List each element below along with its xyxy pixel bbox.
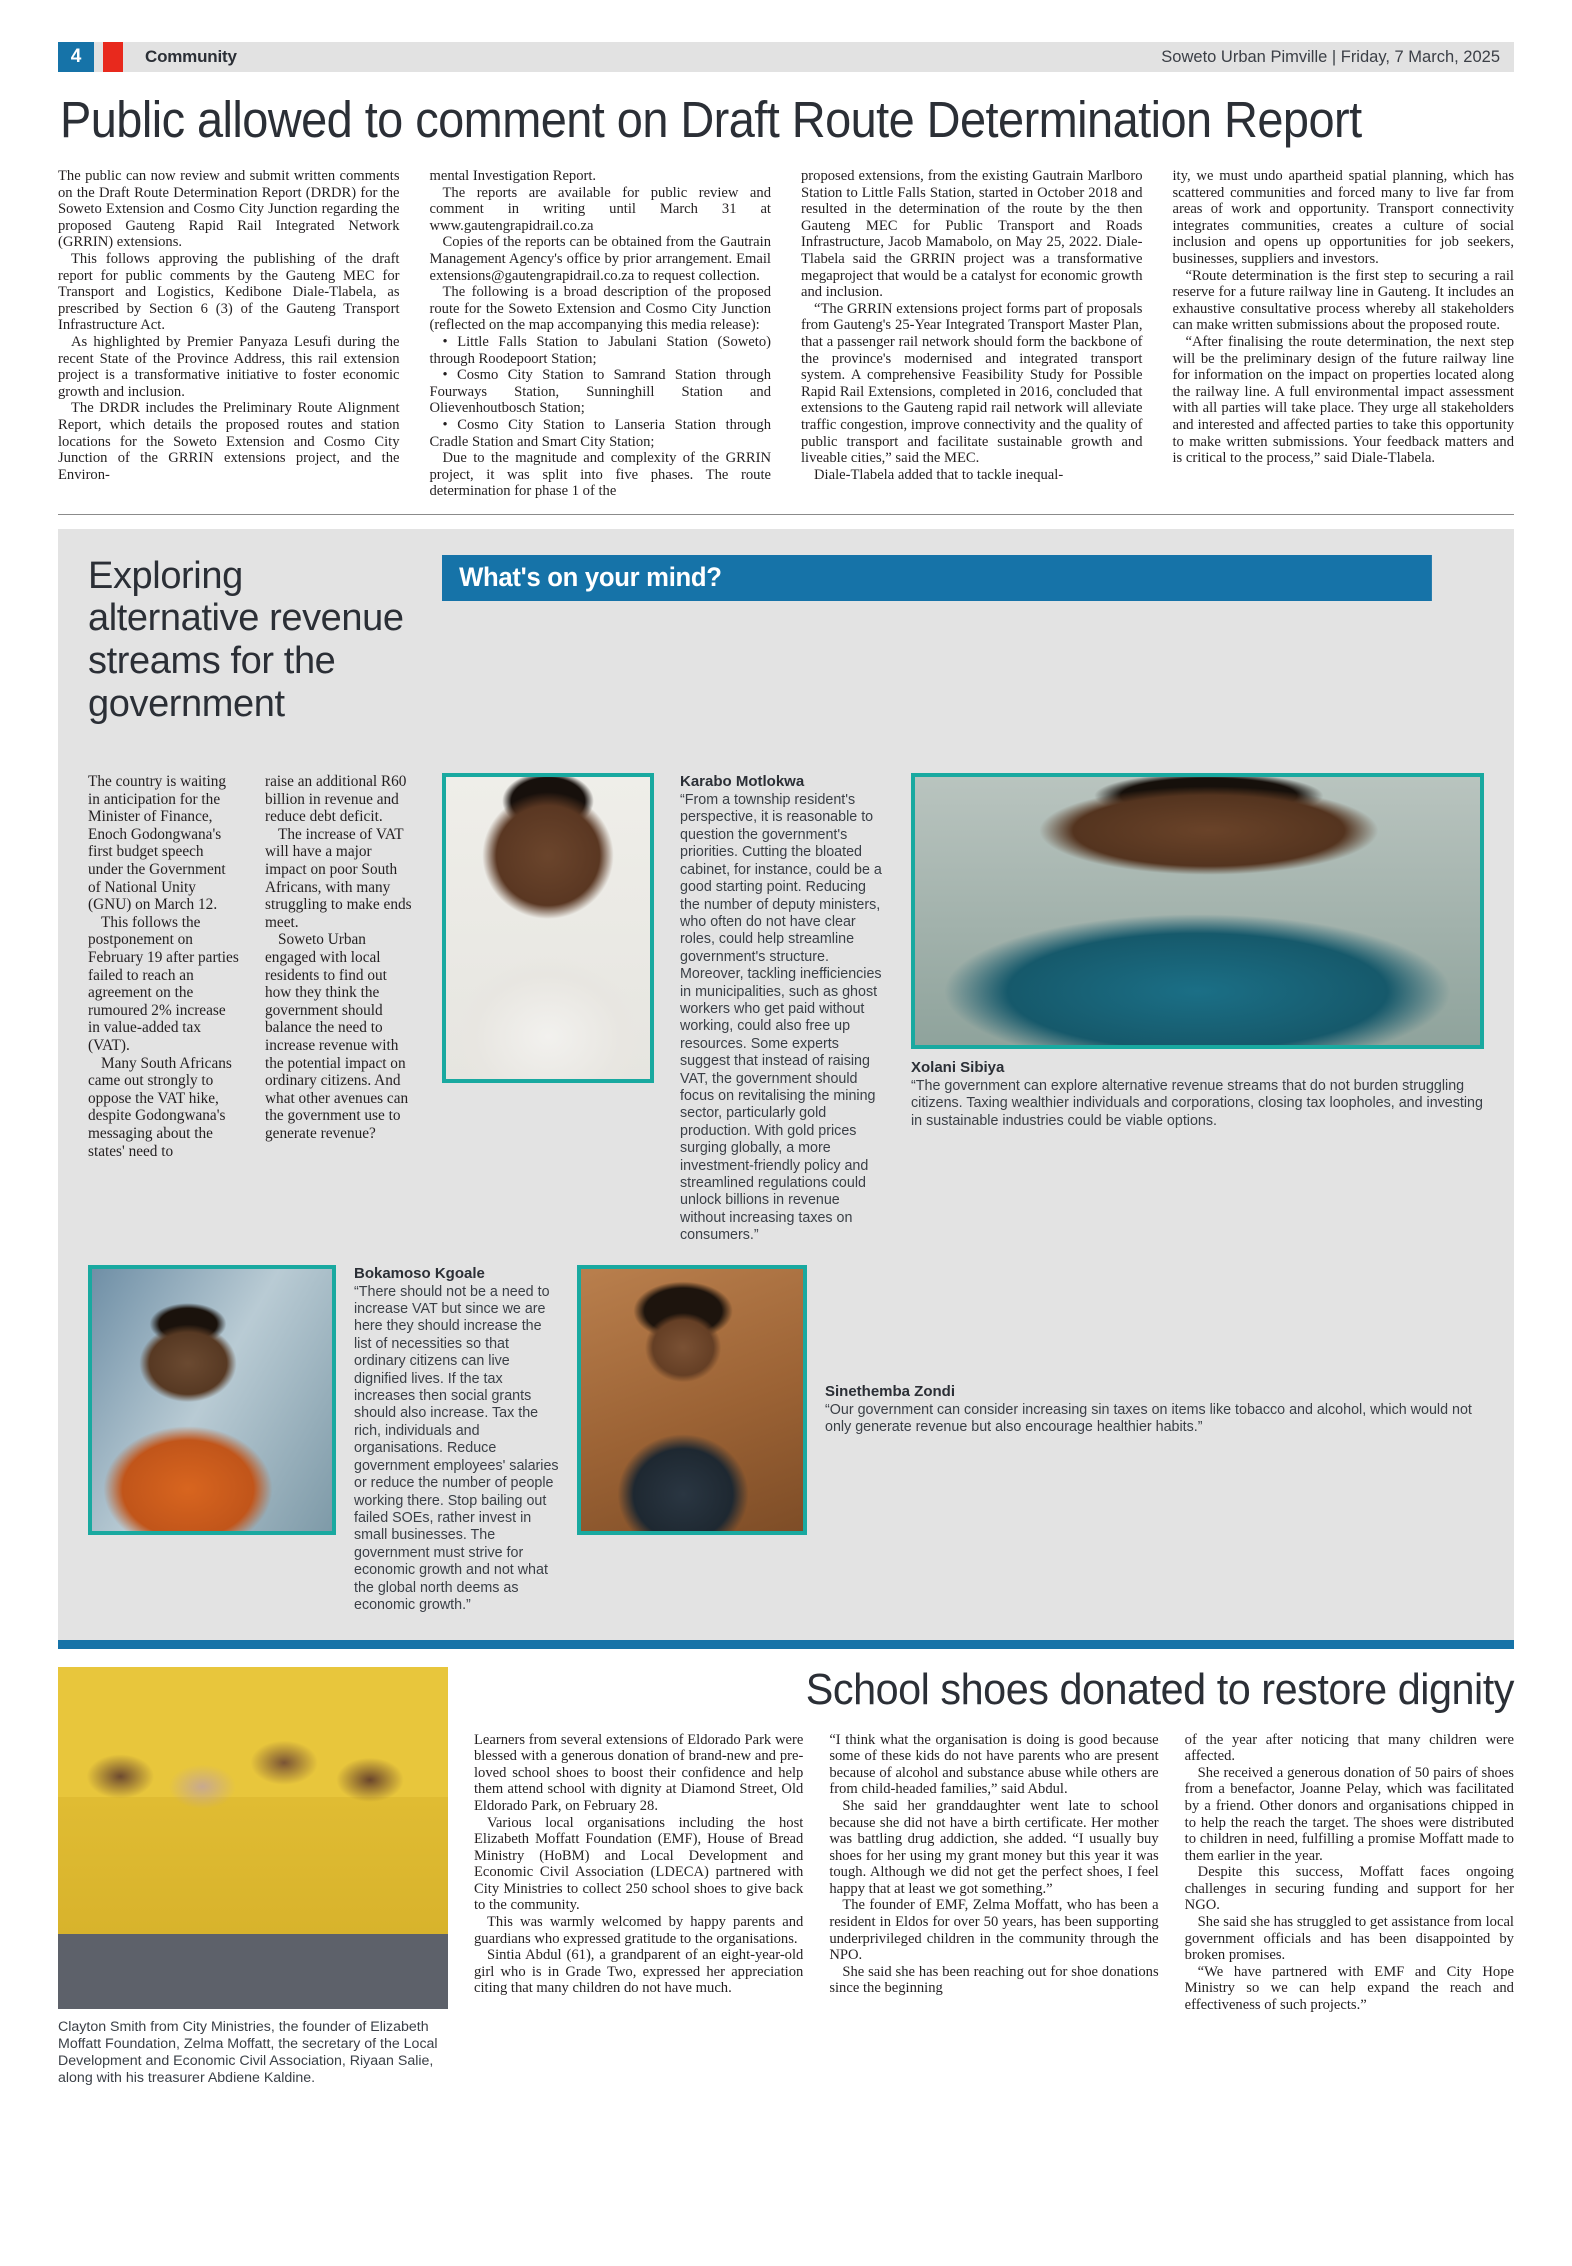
sinethemba-photo-wrap bbox=[577, 1265, 807, 1615]
quote-text: “From a township resident's perspective, it is reasonable to question the government's priorities. Cutting the bloated cabinet, for instance, could be a good starting point. Reducing the number of deputy ministers, who often do not have clear roles, could help streamline government's structure. Moreover, tackling inefficiencies in municipalities, such as ghost workers who get paid without working, could also free up resources. Some experts suggest that instead of raising VAT, the government should focus on revitalising the mining sector, particularly gold production. With gold prices surging globally, a more investment-friendly policy and streamlined regulations could unlock billions in revenue without increasing taxes on consumers.” bbox=[680, 792, 882, 1244]
section-divider-rule bbox=[58, 514, 1514, 515]
feature-intro-col-1 bbox=[88, 773, 239, 1160]
paragraph: As highlighted by Premier Panyaza Lesufi during the recent State of the Province Address, this rail extension project is a transformative initiative to foster economic growth and inclusion. bbox=[58, 333, 400, 400]
paragraph: “I think what the organisation is doing is good because some of these kids do not have parents who are present because of alcohol and substance abuse while others are from child-headed families,” said Abdul. bbox=[829, 1731, 1159, 1798]
bottom-article bbox=[58, 1667, 1514, 2087]
paragraph: “Route determination is the first step to securing a rail reserve for a future railway line in Gauteng. It includes an exhaustive consultative process whereby all stakeholders can make written submissions about the proposed route. bbox=[1172, 267, 1514, 334]
masthead bbox=[58, 42, 1514, 72]
paragraph: Despite this success, Moffatt faces ongoing challenges in securing funding and support for her NGO. bbox=[1184, 1864, 1514, 1914]
paragraph: Soweto Urban engaged with local residents to find out how they think the government should balance the need to increase revenue with the potential impact on ordinary citizens. And what other avenues can the government use to generate revenue? bbox=[265, 931, 409, 1142]
paragraph: The public can now review and submit written comments on the Draft Route Determination Report (DRDR) for the Soweto Extension and Cosmo City Junction regarding the proposed Gauteng Rapid Rail Integrated Network (GRRIN) extensions. bbox=[58, 168, 400, 251]
whats-on-your-mind-banner: What's on your mind? bbox=[442, 555, 1432, 601]
paragraph: The following is a broad description of the proposed route for the Soweto Extension and Cosmo City Junction (reflected on the map accompanying this media release): bbox=[429, 284, 771, 334]
feature-intro bbox=[88, 773, 416, 1245]
portrait-xolani-sibiya bbox=[911, 773, 1484, 1049]
xolani-block bbox=[911, 773, 1484, 1245]
portrait-bokamoso-kgoale bbox=[88, 1265, 336, 1535]
bottom-article-text-column bbox=[474, 1667, 1514, 2087]
paragraph: ity, we must undo apartheid spatial planning, which has scattered communities and forced many to live far from areas of work and opportunity. Transport connectivity integrates communities, creates a culture of social inclusion and opens up opportunities for job seekers, businesses, suppliers and investors. bbox=[1172, 168, 1514, 267]
paragraph: Many South Africans came out strongly to oppose the VAT hike, despite Godongwana's messaging about the states' need to bbox=[88, 1054, 232, 1160]
page-number-badge: 4 bbox=[58, 42, 94, 72]
feature-main-row bbox=[88, 773, 1484, 1245]
group-photo-shoe-donation bbox=[58, 1667, 448, 2009]
paragraph: Due to the magnitude and complexity of the GRRIN project, it was split into five phases. The route determination for phase 1 of the bbox=[429, 450, 771, 500]
feature-intro-columns bbox=[88, 773, 416, 1160]
quote-name: Xolani Sibiya bbox=[911, 1059, 1005, 1077]
paragraph: Diale-Tlabela added that to tackle inequal- bbox=[814, 466, 1064, 483]
publication-dateline: Soweto Urban Pimville | Friday, 7 March, 2025 bbox=[1161, 47, 1500, 66]
bottom-article-headline: School shoes donated to restore dignity bbox=[805, 1665, 1514, 1715]
feature-panel bbox=[58, 529, 1514, 1640]
portrait-sinethemba-zondi bbox=[577, 1265, 807, 1535]
paragraph: This was warmly welcomed by happy parents and guardians who expressed gratitude to the organisations. bbox=[474, 1914, 804, 1947]
paragraph: • Cosmo City Station to Samrand Station through Fourways Station, Sunninghill Station and Olievenhoutbosch Station; bbox=[429, 367, 771, 417]
paragraph: • Little Falls Station to Jabulani Station (Soweto) through Roodepoort Station; bbox=[429, 333, 771, 367]
top-column-1 bbox=[58, 168, 400, 500]
paragraph: Copies of the reports can be obtained from the Gautrain Management Agency's office by prior arrangement. Email extensions@gautengrapidrail.co.za to request collection. bbox=[429, 234, 771, 284]
karabo-quote-block bbox=[680, 773, 885, 1245]
bottom-article-columns bbox=[474, 1732, 1514, 2014]
feature-left-column bbox=[88, 555, 416, 755]
bokamoso-photo-wrap bbox=[88, 1265, 336, 1615]
red-accent-block bbox=[103, 42, 123, 72]
bottom-article-photo-column bbox=[58, 1667, 448, 2087]
paragraph: mental Investigation Report. bbox=[429, 168, 597, 185]
paragraph: The DRDR includes the Preliminary Route Alignment Report, which details the proposed routes and station locations for the Soweto Extension and Cosmo City Junction of the GRRIN extensions project, and the Environ- bbox=[58, 400, 400, 483]
quote-text: “There should not be a need to increase VAT but since we are here they should increase the list of necessities so that ordinary citizens can live dignified lives. If the tax increases then social grants should also increase. Tax the rich, individuals and organisations. Reduce government employees' salaries or reduce the number of people working there. Stop bailing out failed SOEs, rather invest in small businesses. The government must strive for economic growth and not what the global north deems as economic growth.” bbox=[354, 1283, 559, 1613]
quote-name: Bokamoso Kgoale bbox=[354, 1264, 485, 1282]
portrait-karabo-motlokwa bbox=[442, 773, 654, 1083]
paragraph: of the year after noticing that many children were affected. bbox=[1184, 1731, 1514, 1765]
paragraph: • Cosmo City Station to Lanseria Station through Cradle Station and Smart City Station; bbox=[429, 416, 771, 450]
quote-text: “The government can explore alternative revenue streams that do not burden struggling citizens. Taxing wealthier individuals and corporations, closing tax loopholes, and investing in sustainable industries could be viable options. bbox=[911, 1078, 1483, 1129]
paragraph: She received a generous donation of 50 pairs of shoes from a benefactor, Joanne Pelay, which was facilitated by a friend. Other donors and organisations chipped in to help the reach the target. The shoes were distributed to children in need, fulfilling a promise Moffatt made to them earlier in the year. bbox=[1184, 1764, 1514, 1864]
feature-intro-col-2 bbox=[265, 773, 416, 1160]
paragraph: The country is waiting in anticipation for the Minister of Finance, Enoch Godongwana's first budget speech under the Government of National Unity (GNU) on March 12. bbox=[88, 773, 227, 914]
top-column-4 bbox=[1173, 168, 1515, 500]
paragraph: The founder of EMF, Zelma Moffatt, who has been a resident in Eldos for over 50 years, has been supporting underprivileged children in the community through the NPO. bbox=[829, 1897, 1159, 1964]
section-label: Community bbox=[145, 47, 237, 66]
masthead-spacer bbox=[237, 42, 1162, 72]
feature-secondary-row bbox=[88, 1265, 1484, 1615]
paragraph: She said she has been reaching out for shoe donations since the beginning bbox=[829, 1963, 1159, 1997]
quote-name: Sinethemba Zondi bbox=[825, 1382, 956, 1400]
karabo-photo-wrap bbox=[442, 773, 654, 1245]
paragraph: Sintia Abdul (61), a grandparent of an eight-year-old girl who is in Grade Two, expressed her appreciation citing that many children do not have much. bbox=[474, 1947, 804, 1997]
newspaper-page bbox=[0, 42, 1572, 2266]
quote-name: Karabo Motlokwa bbox=[680, 773, 805, 791]
bottom-column-2 bbox=[829, 1732, 1158, 2014]
paragraph: Various local organisations including the host Elizabeth Moffatt Foundation (EMF), House of Bread Ministry (HoBM) and Local Development and Economic Civil Association (LDECA) partnered with City Ministries to collect 250 school shoes to give back to the community. bbox=[474, 1814, 804, 1914]
paragraph: The reports are available for public review and comment in writing until March 31 at www.gautengrapidrail.co.za bbox=[429, 184, 771, 234]
top-article-headline: Public allowed to comment on Draft Route Determination Report bbox=[60, 91, 1362, 148]
paragraph: “After finalising the route determination, the next step will be the preliminary design of the future railway line for information on the impact on properties located along the railway line. A full environmental impact assessment with all parties will take place. They urge all stakeholders and interested and affected parties to take this opportunity to make written submissions. Your feedback matters and is critical to the process,” said Diale-Tlabela. bbox=[1172, 333, 1514, 467]
top-column-3 bbox=[801, 168, 1143, 500]
bokamoso-quote-block bbox=[354, 1265, 559, 1615]
paragraph: proposed extensions, from the existing Gautrain Marlboro Station to Little Falls Station, started in October 2018 and resulted in the determination of the route by the then Gauteng MEC for Public Transport and Roads Infrastructure, Jacob Mamabolo, on May 25, 2022. Diale-Tlabela said the GRRIN project was a transformative megaproject that would be a catalyst for economic growth and inclusion. bbox=[801, 168, 1143, 301]
feature-headline: Exploring alternative revenue streams for the government bbox=[88, 554, 404, 725]
paragraph: “The GRRIN extensions project forms part of proposals from Gauteng's 25-Year Integrated Transport Master Plan, that a passenger rail network should form the backbone of the province's modernised and integrated transport system. A comprehensive Feasibility Study for Possible Rapid Rail Extensions, completed in 2016, concluded that extensions to the Gauteng rapid rail network will alleviate traffic congestion, improve connectivity and the quality of public transport and facilitate sustainable growth and liveable cities,” said the MEC. bbox=[801, 300, 1143, 467]
photo-caption: Clayton Smith from City Ministries, the founder of Elizabeth Moffatt Foundation, Zelma Moffatt, the secretary of the Local Development and Economic Civil Association, Riyaan Salie, along with his treasurer Abdiene Kaldine. bbox=[58, 2019, 438, 2087]
quote-text: “Our government can consider increasing sin taxes on items like tobacco and alcohol, which would not only generate revenue but also encourage healthier habits.” bbox=[825, 1401, 1472, 1436]
feature-top-row bbox=[88, 555, 1484, 755]
paragraph: She said her granddaughter went late to school because she did not have a birth certificate. Her mother was battling drug addiction, she added. “I usually buy shoes for her using my grant money but this year it was tough. Although we did not get the perfect shoes, I feel happy that at least we got something.” bbox=[829, 1797, 1159, 1897]
top-article-columns bbox=[58, 168, 1514, 500]
bottom-column-1 bbox=[474, 1732, 803, 2014]
feature-right-column bbox=[442, 555, 1484, 755]
blue-divider-bar bbox=[58, 1640, 1514, 1649]
paragraph: The increase of VAT will have a major impact on poor South Africans, with many struggling to make ends meet. bbox=[265, 825, 412, 931]
paragraph: This follows approving the publishing of the draft report for public comments by the Gauteng MEC for Transport and Logistics, Kedibone Diale-Tlabela, as prescribed by Section 6 (3) of the Gauteng Transport Infrastructure Act. bbox=[58, 250, 400, 334]
top-column-2 bbox=[430, 168, 772, 500]
paragraph: She said she has struggled to get assistance from local government officials and has been disappointed by broken promises. bbox=[1184, 1914, 1514, 1964]
paragraph: This follows the postponement on February 19 after parties failed to reach an agreement on the rumoured 2% increase in value-added tax (VAT). bbox=[88, 913, 239, 1054]
paragraph: Learners from several extensions of Eldorado Park were blessed with a generous donation of brand-new and pre-loved school shoes to boost their confidence and help them attend school with dignity at Diamond Street, Old Eldorado Park, on February 28. bbox=[474, 1731, 804, 1814]
bottom-column-3 bbox=[1185, 1732, 1514, 2014]
paragraph: raise an additional R60 billion in revenue and reduce debt deficit. bbox=[265, 773, 407, 826]
paragraph: “We have partnered with EMF and City Hope Ministry so we can help expand the reach and effectiveness of such projects.” bbox=[1184, 1963, 1514, 2014]
sinethemba-quote-block bbox=[825, 1265, 1484, 1615]
